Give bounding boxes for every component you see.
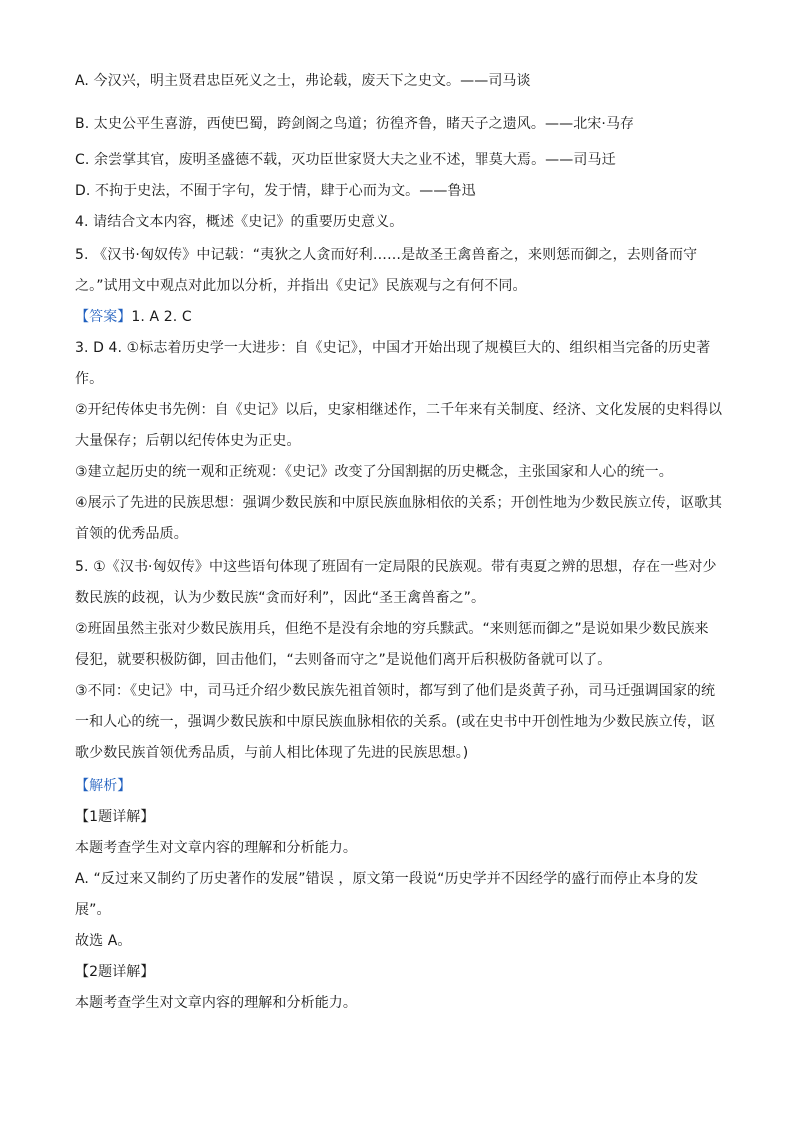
question-4: 4. 请结合文本内容，概述《史记》的重要历史意义。 [75,214,404,230]
answer-line-10: ②班固虽然主张对少数民族用兵，但绝不是没有余地的穷兵黩武。“来则惩而御之”是说如果少数民族来 [75,621,709,637]
answer-line-13: 一和人心的统一，强调少数民族和中原民族血脉相依的关系。(或在史书中开创性地为少数民族立传，讴 [75,714,716,730]
answer-line-2: 作。 [75,371,104,387]
answer-line-7: 首领的优秀品质。 [75,526,188,542]
detail-2-heading: 【2题详解】 [75,964,155,980]
detail-1-line-1: A. “反过来又制约了历史著作的发展”错误 ，原文第一段说“历史学并不因经学的盛行而停止本身的发 [75,871,699,887]
option-a: A. 今汉兴，明主贤君忠臣死义之士，弗论载，废天下之史文。——司马谈 [75,73,531,89]
answer-heading: 【答案】1. A 2. C [75,309,192,325]
option-c: C. 余尝掌其官，废明圣盛德不载，灭功臣世家贤大夫之业不述，罪莫大焉。——司马迁 [75,152,616,168]
answer-line-3: ②开纪传体史书先例：自《史记》以后，史家相继述作，二千年来有关制度、经济、文化发展的史料得以 [75,402,723,418]
answer-line-5: ③建立起历史的统一观和正统观：《史记》改变了分国割据的历史概念，主张国家和人心的统一。 [75,464,673,480]
detail-1-intro: 本题考查学生对文章内容的理解和分析能力。 [75,840,357,856]
detail-2-intro: 本题考查学生对文章内容的理解和分析能力。 [75,995,357,1011]
answer-label: 【答案】 [75,309,132,325]
detail-1-heading: 【1题详解】 [75,809,155,825]
option-b: B. 太史公平生喜游，西使巴蜀，跨剑阁之鸟道；彷徨齐鲁，睹天子之遗风。——北宋·马存 [75,116,635,132]
answer-line-1: 3. D 4. ①标志着历史学一大进步：自《史记》，中国才开始出现了规模巨大的、组织相当完备的历史著 [75,340,711,356]
detail-1-line-2: 展”。 [75,902,111,918]
answer-line-8: 5. ①《汉书·匈奴传》中这些语句体现了班固有一定局限的民族观。带有夷夏之辨的思想，存在一些对少 [75,559,717,575]
question-5-line-1: 5. 《汉书·匈奴传》中记载：“夷狄之人贪而好利……是故圣王禽兽畜之，来则惩而御之，去则备而守 [75,247,698,263]
detail-1-choice: 故选 A。 [75,933,132,949]
answer-line-4: 大量保存；后朝以纪传体史为正史。 [75,433,301,449]
answer-line-11: 侵犯，就要积极防御，回击他们，“去则备而守之”是说他们离开后积极防备就可以了。 [75,652,612,668]
analysis-heading [75,776,131,796]
answer-line-9: 数民族的歧视，认为少数民族“贪而好利”，因此“圣王禽兽畜之”。 [75,590,486,606]
option-d: D. 不拘于史法，不囿于字句，发于情，肆于心而为文。——鲁迅 [75,183,476,199]
answer-line-6: ④展示了先进的民族思想：强调少数民族和中原民族血脉相依的关系；开创性地为少数民族立传，讴歌其 [75,495,723,511]
analysis-label: 【解析】 [75,778,132,794]
question-5-line-2: 之。”试用文中观点对此加以分析，并指出《史记》民族观与之有何不同。 [75,278,527,294]
answer-line-14: 歌少数民族首领优秀品质，与前人相比体现了先进的民族思想。) [75,745,469,761]
answer-line-12: ③不同：《史记》中，司马迁介绍少数民族先祖首领时，都写到了他们是炎黄子孙，司马迁强调国家的统 [75,683,716,699]
